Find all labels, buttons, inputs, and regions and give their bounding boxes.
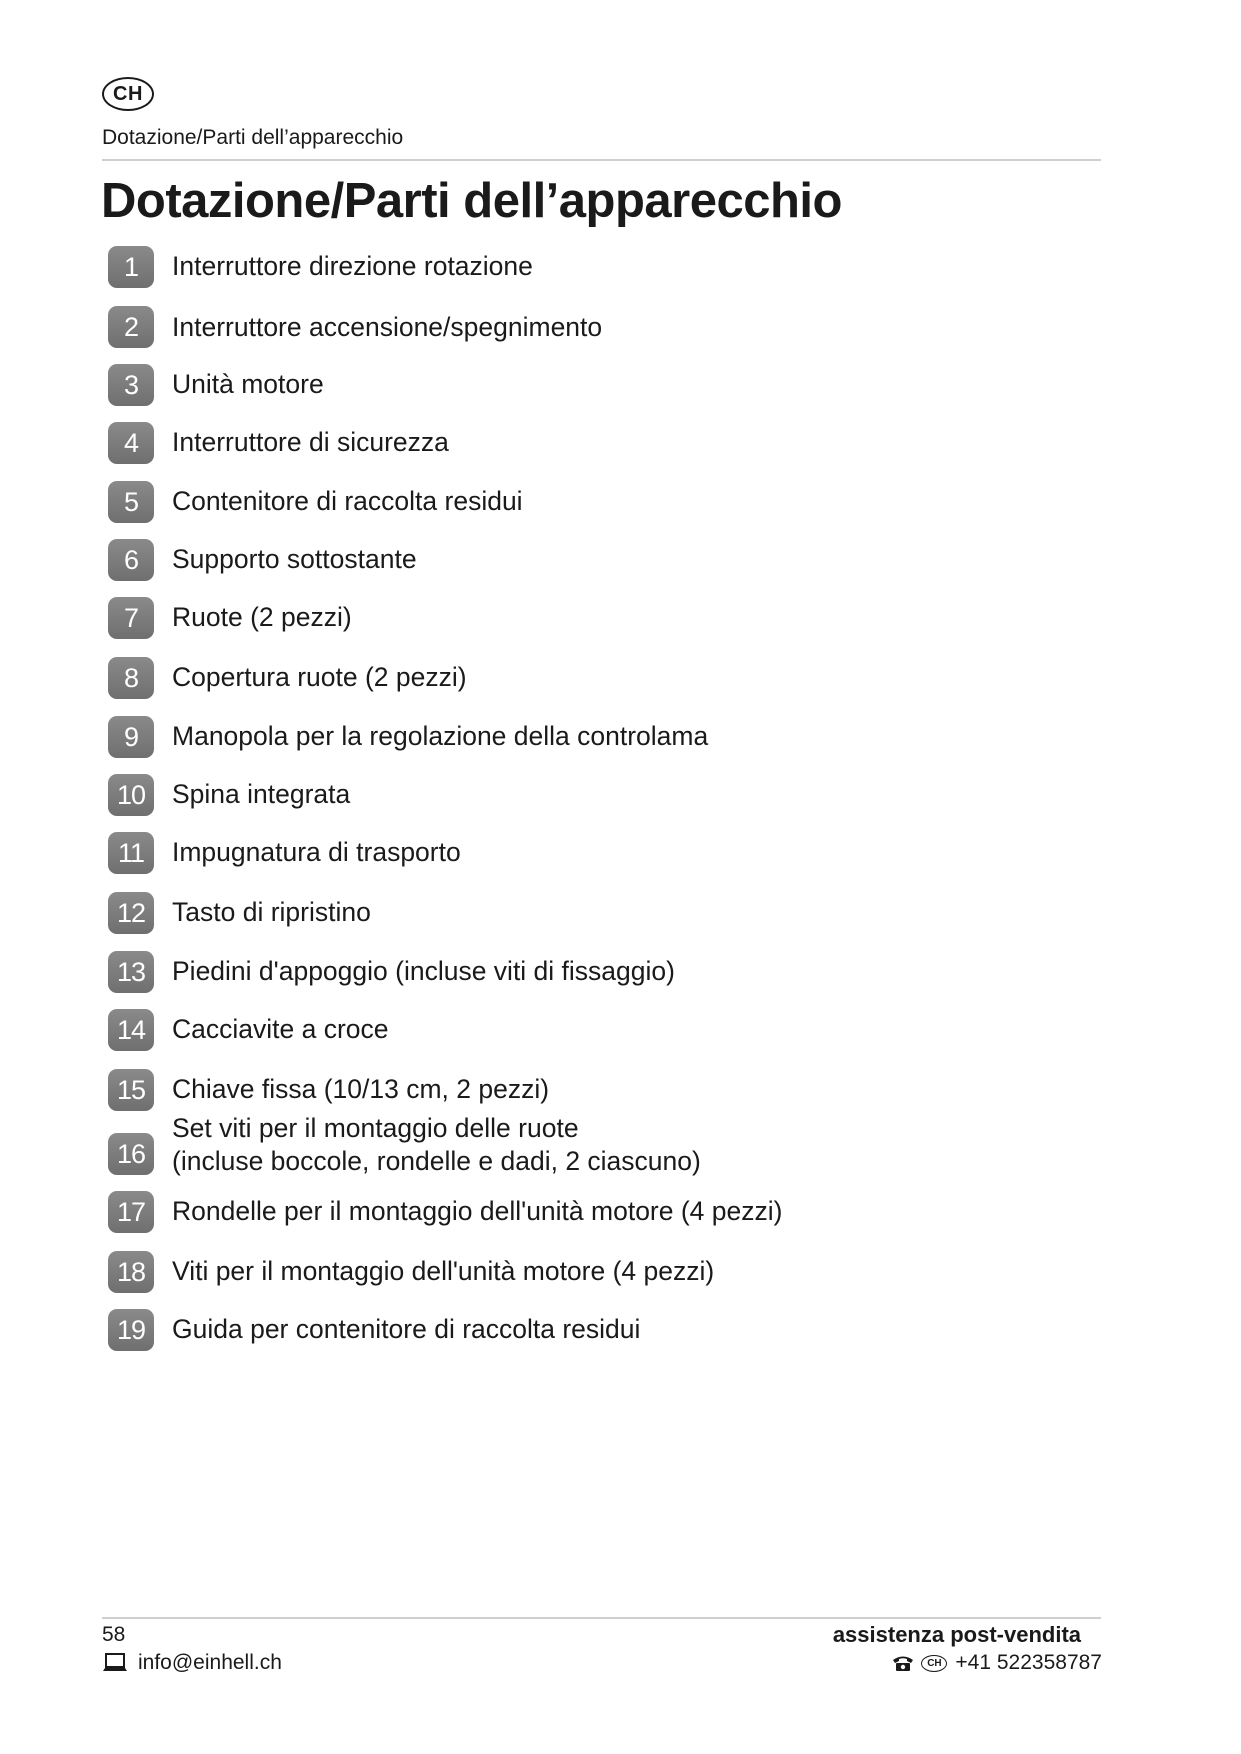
phone-number: +41 522358787 (955, 1651, 1102, 1674)
part-label: Interruttore di sicurezza (172, 427, 449, 457)
part-label: Contenitore di raccolta residui (172, 486, 523, 516)
phone-icon (891, 1654, 915, 1672)
part-label: Chiave fissa (10/13 cm, 2 pezzi) (172, 1074, 550, 1104)
part-number-badge: 5 (108, 481, 154, 523)
footer-divider (102, 1617, 1101, 1619)
part-number-badge: 3 (108, 364, 154, 406)
page-number: 58 (102, 1623, 126, 1646)
part-number-badge: 10 (108, 774, 154, 816)
part-number-badge: 18 (108, 1251, 154, 1293)
part-number-badge: 1 (108, 246, 154, 288)
service-title: assistenza post-vendita (832, 1622, 1081, 1647)
part-label: Piedini d'appoggio (incluse viti di fissaggio) (172, 956, 675, 986)
country-badge: CH (102, 77, 154, 111)
part-number-badge: 17 (108, 1191, 154, 1233)
part-label: Set viti per il montaggio delle ruote (172, 1113, 579, 1143)
part-label: Rondelle per il montaggio dell'unità motore (4 pezzi) (172, 1196, 783, 1226)
part-label: Impugnatura di trasporto (172, 837, 461, 867)
phone-contact (891, 1651, 1102, 1675)
part-label: Interruttore accensione/spegnimento (172, 312, 603, 342)
part-label: Viti per il montaggio dell'unità motore (4 pezzi) (172, 1256, 715, 1286)
part-number-badge: 4 (108, 422, 154, 464)
part-label-continued: (incluse boccole, rondelle e dadi, 2 ciascuno) (172, 1146, 701, 1176)
page-title: Dotazione/Parti dell’apparecchio (101, 174, 842, 228)
part-number-badge: 9 (108, 716, 154, 758)
email-text[interactable]: info@einhell.ch (138, 1651, 282, 1674)
part-label: Cacciavite a croce (172, 1014, 389, 1044)
part-number-badge: 6 (108, 539, 154, 581)
part-label: Interruttore direzione rotazione (172, 251, 533, 281)
part-number-badge: 15 (108, 1069, 154, 1111)
part-label: Spina integrata (172, 779, 351, 809)
part-number-badge: 14 (108, 1009, 154, 1051)
running-header: Dotazione/Parti dell’apparecchio (102, 126, 404, 149)
part-number-badge: 8 (108, 657, 154, 699)
part-label: Unità motore (172, 369, 324, 399)
country-mini-badge: CH (921, 1655, 947, 1672)
part-label: Copertura ruote (2 pezzi) (172, 662, 467, 692)
part-label: Ruote (2 pezzi) (172, 602, 352, 632)
part-number-badge: 19 (108, 1309, 154, 1351)
part-number-badge: 13 (108, 951, 154, 993)
laptop-icon (102, 1652, 128, 1674)
part-number-badge: 12 (108, 892, 154, 934)
part-label: Tasto di ripristino (172, 897, 371, 927)
part-label: Manopola per la regolazione della controlama (172, 721, 709, 751)
email-contact[interactable] (102, 1651, 282, 1675)
part-number-badge: 16 (108, 1133, 154, 1175)
part-label: Supporto sottostante (172, 544, 417, 574)
part-number-badge: 11 (108, 832, 154, 874)
part-number-badge: 2 (108, 306, 154, 348)
part-number-badge: 7 (108, 597, 154, 639)
part-label: Guida per contenitore di raccolta residui (172, 1314, 641, 1344)
